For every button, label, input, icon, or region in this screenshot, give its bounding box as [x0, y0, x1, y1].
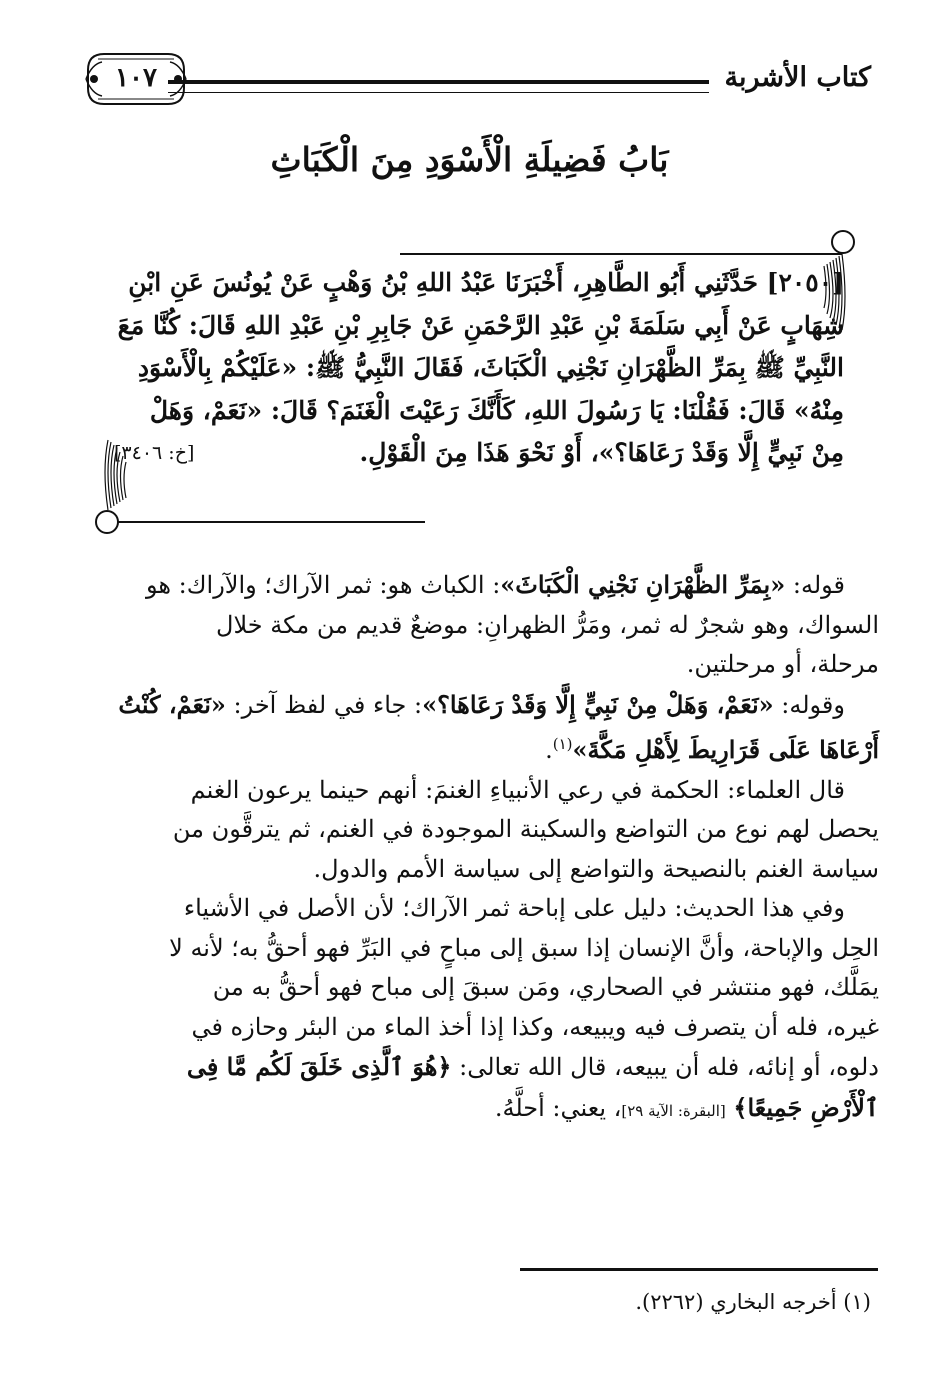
paragraph-1-line-2: السواك، وهو شجرٌ له ثمر، ومَرُّ الظهرانِ: موضعٌ قديم من مكة خلال: [216, 610, 879, 639]
quoted-phrase: «نَعَمْ، وَهَلْ مِنْ نَبِيٍّ إِلَّا وَقَدْ رَعَاهَا؟»: [422, 689, 774, 719]
lead-text: وقوله:: [773, 690, 845, 719]
paragraph-3-line-3: سياسة الغنم بالنصيحة والتواضع إلى سياسة الأمم والدول.: [313, 854, 879, 883]
quoted-phrase-2a: «نَعَمْ، كُنْتُ: [118, 689, 226, 719]
paragraph-3-line-1: قال العلماء: الحكمة في رعي الأنبياءِ الغنمَ: أنهم حينما يرعون الغنم: [190, 775, 845, 804]
quran-verse-a: ﴿هُوَ ٱلَّذِى خَلَقَ لَكُم مَّا فِى: [186, 1052, 452, 1081]
hadith-line-1: [٢٠٥٠] حَدَّثَنِي أَبُو الطَّاهِرِ، أَخْبَرَنَا عَبْدُ اللهِ بْنُ وَهْبٍ عَنْ يُونُسَ عَنِ ابْنِ: [128, 268, 844, 297]
chapter-title: بَابُ فَضِيلَةِ الْأَسْوَدِ مِنَ الْكَبَاثِ: [270, 140, 669, 179]
line-rest: : الكباث هو: ثمر الآراك؛ والآراك: هو: [145, 571, 501, 599]
quoted-phrase-2b: أَرْعَاهَا عَلَى قَرَارِيطَ لِأَهْلِ مَكَّةَ»: [572, 735, 879, 764]
hadith-line-5-text: مِنْ نَبِيٍّ إِلَّا وَقَدْ رَعَاهَا؟»، أَوْ نَحْوَ هَذَا مِنَ الْقَوْلِ.: [359, 438, 844, 467]
paragraph-3-line-2: يحصل لهم نوع من التواضع والسكينة الموجودة في الغنم، ثم يترقَّون من: [172, 815, 879, 843]
lead-text: قوله:: [785, 571, 845, 599]
header-rule: [168, 80, 709, 93]
quran-verse-b: ٱلْأَرْضِ جَمِيعًا﴾: [733, 1092, 879, 1122]
paragraph-2: [79, 685, 879, 771]
mid-text: : جاء في لفظ آخر:: [225, 690, 423, 719]
hadith-line-4: مِنْهُ» قَالَ: فَقُلْنَا: يَا رَسُولَ اللهِ، كَأَنَّكَ رَعَيْتَ الْغَنَمَ؟ قَالَ: «نَعَمْ، وَهَلْ: [149, 395, 844, 425]
hadith-line-3: النَّبِيِّ ﷺ بِمَرِّ الظَّهْرَانِ نَجْنِي الْكَبَاثَ، فَقَالَ النَّبِيُّ ﷺ: «عَلَيْكُمْ بِالْأَسْوَدِ: [137, 353, 844, 382]
quoted-phrase: «بِمَرِّ الظَّهْرَانِ نَجْنِي الْكَبَاثَ»: [500, 570, 786, 599]
paragraph-4-line-5: [79, 1047, 879, 1088]
paragraph-4-line-3: يمَلَّك، فهو منتشر في الصحاري، ومَن سبقَ إلى مباح فهو أحقُّ به من: [212, 973, 879, 1001]
paragraph-4: [79, 889, 879, 1131]
paragraph-3: [79, 771, 879, 890]
footnote: (١) أخرجه البخاري (٢٢٦٢).: [635, 1290, 871, 1314]
commentary: [79, 565, 879, 1131]
line-text: دلوه، أو إنائه، فله أن يبيعه، قال الله تعالى:: [451, 1053, 879, 1081]
hadith-reference: [خ: ٣٤٠٦]: [114, 442, 195, 464]
paragraph-4-line-6: [79, 1088, 879, 1132]
period: .: [545, 736, 553, 764]
paragraph-2-line-1: [79, 685, 879, 726]
paragraph-1-line-3: مرحلة، أو مرحلتين.: [686, 650, 879, 678]
verse-reference: [البقرة: الآية ٢٩]: [621, 1101, 726, 1120]
hadith-text: [114, 262, 844, 475]
paragraph-1: [79, 565, 879, 685]
paragraph-1-line-1: [79, 565, 879, 606]
page-number: ١٠٧: [115, 63, 157, 93]
paragraph-4-line-4: غيره، فله أن يتصرف فيه ويبيعه، وكذا إذا أخذ الماء من البئر وحازه في: [191, 1012, 879, 1041]
running-title: كتاب الأشربة: [724, 62, 871, 93]
footnote-marker[interactable]: (١): [552, 735, 573, 753]
hadith-line-5: [114, 432, 844, 475]
hadith-line-2: شِهَابٍ عَنْ أَبِي سَلَمَةَ بْنِ عَبْدِ الرَّحْمَنِ عَنْ جَابِرِ بْنِ عَبْدِ اللهِ قَالَ: كُنَّا مَعَ: [117, 310, 844, 340]
paragraph-2-line-2: [79, 725, 879, 771]
line-end: ، يعني: أحلَّهُ.: [494, 1093, 622, 1122]
footnote-rule: [520, 1268, 878, 1271]
paragraph-4-line-1: وفي هذا الحديث: دليل على إباحة ثمر الآراك؛ لأن الأصل في الأشياء: [183, 894, 845, 922]
paragraph-4-line-2: الحِل والإباحة، وأنَّ الإنسان إذا سبق إلى مباحٍ في البَرِّ فهو أحقُّ به؛ لأنه لا: [169, 933, 879, 962]
